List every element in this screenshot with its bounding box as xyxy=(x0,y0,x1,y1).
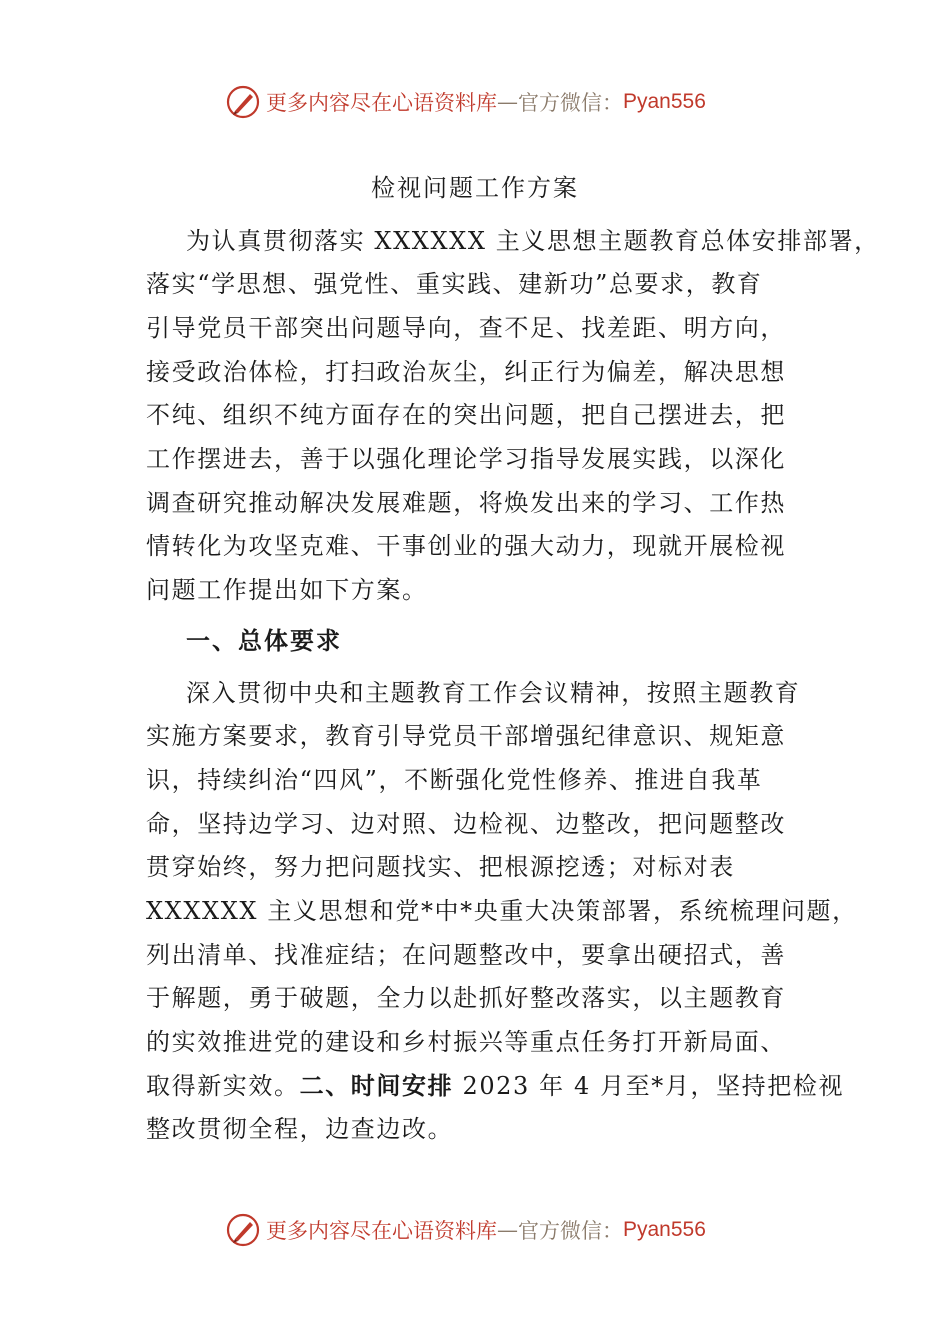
watermark-wechat-id: Pyan556 xyxy=(623,1218,706,1241)
section1-line: 深入贯彻中央和主题教育工作会议精神，按照主题教育 xyxy=(186,679,801,707)
watermark-wechat-id: Pyan556 xyxy=(623,90,706,113)
intro-line: 情转化为攻坚克难、干事创业的强大动力，现就开展检视 xyxy=(146,532,786,560)
section2-text: 2023 年 4 月至*月，坚持把检视 xyxy=(453,1072,845,1100)
section1-line: 列出清单、找准症结；在问题整改中，要拿出硬招式，善 xyxy=(146,941,786,969)
pen-logo-icon xyxy=(226,1213,260,1247)
watermark-wechat-label: 官方微信： xyxy=(518,1219,623,1243)
section1-line: 的实效推进党的建设和乡村振兴等重点任务打开新局面、 xyxy=(146,1028,786,1056)
document-title: 检视问题工作方案 xyxy=(371,174,579,202)
intro-line: 问题工作提出如下方案。 xyxy=(146,576,428,604)
section1-closing-text: 取得新实效。 xyxy=(146,1072,300,1100)
intro-line: 接受政治体检，打扫政治灰尘，纠正行为偏差，解决思想 xyxy=(146,358,786,386)
watermark-main-text: 更多内容尽在心语资料库 xyxy=(266,1219,497,1243)
section1-line: 识，持续纠治“四风”，不断强化党性修养、推进自我革 xyxy=(146,766,763,794)
watermark-wechat-label: 官方微信： xyxy=(518,91,623,115)
intro-line: 调查研究推动解决发展难题，将焕发出来的学习、工作热 xyxy=(146,489,786,517)
intro-line: 工作摆进去，善于以强化理论学习指导发展实践，以深化 xyxy=(146,445,786,473)
watermark-dash: — xyxy=(497,90,518,114)
section-heading-general-requirements: 一、总体要求 xyxy=(186,627,342,655)
section1-line: 贯穿始终，努力把问题找实、把根源挖透；对标对表 xyxy=(146,853,735,881)
watermark-dash: — xyxy=(497,1218,518,1242)
intro-line: 为认真贯彻落实 XXXXXX 主义思想主题教育总体安排部署， xyxy=(186,227,880,255)
pen-logo-icon xyxy=(226,85,260,119)
intro-line: 引导党员干部突出问题导向，查不足、找差距、明方向， xyxy=(146,314,786,342)
section1-line: XXXXXX 主义思想和党*中*央重大决策部署，系统梳理问题， xyxy=(146,897,858,925)
section2-line: 整改贯彻全程，边查边改。 xyxy=(146,1115,454,1143)
watermark-banner-bottom xyxy=(226,1212,706,1248)
intro-line: 落实“学思想、强党性、重实践、建新功”总要求，教育 xyxy=(146,270,763,298)
section1-line: 实施方案要求，教育引导党员干部增强纪律意识、规矩意 xyxy=(146,722,786,750)
intro-line: 不纯、组织不纯方面存在的突出问题，把自己摆进去，把 xyxy=(146,401,786,429)
section1-last-line xyxy=(146,1071,844,1101)
section1-line: 命，坚持边学习、边对照、边检视、边整改，把问题整改 xyxy=(146,810,786,838)
section1-line: 于解题，勇于破题，全力以赴抓好整改落实，以主题教育 xyxy=(146,984,786,1012)
watermark-banner-top xyxy=(226,84,706,120)
section-heading-schedule: 二、时间安排 xyxy=(299,1072,454,1100)
watermark-main-text: 更多内容尽在心语资料库 xyxy=(266,91,497,115)
